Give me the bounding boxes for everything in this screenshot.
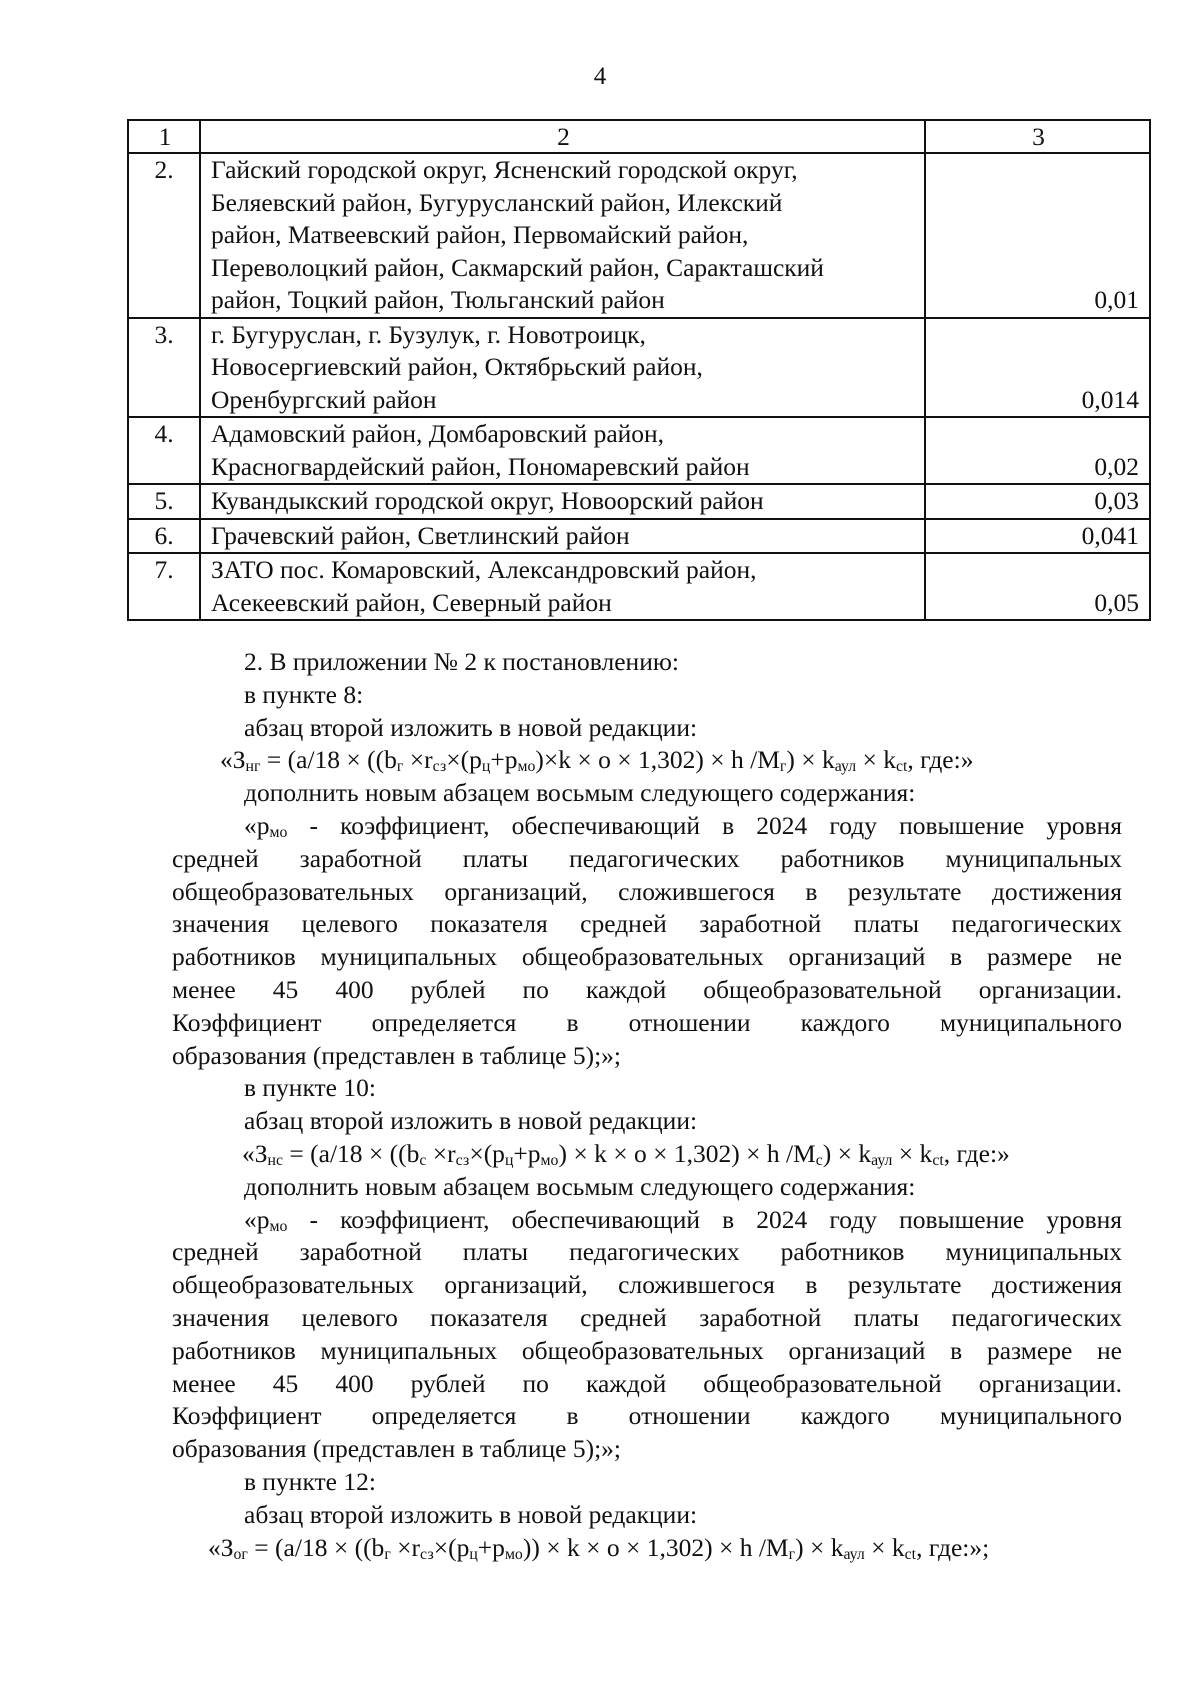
pmo-definition [172,1204,1122,1466]
pmo-line: образования (представлен в таблице 5);»; [172,1040,621,1070]
row-districts [200,153,925,318]
row-districts [200,417,925,484]
row-districts [200,553,925,620]
table-row [128,519,1150,554]
pmo-line: средней заработной платы педагогических работников муниципальных [172,843,1122,873]
row-coefficient: 0,03 [925,484,1150,519]
pmo-line: образования (представлен в таблице 5);»; [172,1434,621,1464]
district-line: район, Тоцкий район, Тюльганский район [211,285,665,314]
add-paragraph-instruction: дополнить новым абзацем восьмым следующего содержания: [244,1171,916,1201]
table-row [128,417,1150,484]
district-line: ЗАТО пос. Комаровский, Александровский район, [211,555,757,584]
district-line: Переволоцкий район, Сакмарский район, Саракташский [211,252,824,282]
row-districts [200,484,925,519]
pmo-definition [172,810,1122,1072]
formula-z-ng: «$З_{нг} = (a/18 \times ((b_г \times r_{сз}\times(p_ц+p_{мо})\times k \times o \times 1,302) \times h$ $/M_г) \times k_{аул} \times k_{ct}$, где:» [220,745,974,776]
pmo-line: общеобразовательных организаций, сложившегося в результате достижения [172,876,1122,906]
point-12-label: в пункте 12: [244,1466,376,1496]
row-coefficient: 0,041 [925,519,1150,554]
replace-paragraph-instruction: абзац второй изложить в новой редакции: [244,1106,698,1136]
table-header-row [128,120,1150,153]
item-2-heading: 2. В приложении № 2 к постановлению: [244,647,679,676]
row-coefficient: 0,01 [925,153,1150,318]
district-line: Новосергиевский район, Октябрьский район, [211,352,703,381]
row-number: 2. [128,153,200,318]
row-number: 6. [128,519,200,554]
table-row [128,153,1150,318]
add-paragraph-instruction: дополнить новым абзацем восьмым следующего содержания: [244,778,916,808]
point-8-label: в пункте 8: [244,679,364,709]
district-line: Кувандыкский городской округ, Новоорский район [211,486,764,515]
replace-paragraph-instruction: абзац второй изложить в новой редакции: [244,712,698,742]
row-districts [200,318,925,418]
table-row [128,318,1150,418]
pmo-line: менее 45 400 рублей по каждой общеобразовательной организации. [172,974,1122,1004]
table-header-cell: 2 [200,120,925,153]
table-header-cell: 1 [128,120,200,153]
formula-z-nc: «$З_{нс} = (a/18 \times ((b_с \times r_{сз}\times(p_ц+p_{мо}) \times k \times o \times 1,302) \times h$ $/M_с) \times k_{аул} \times k_{ct}$, где:» [242,1138,1010,1170]
district-line: Асекеевский район, Северный район [211,587,612,617]
row-number: 3. [128,318,200,418]
row-number: 5. [128,484,200,519]
district-line: Грачевский район, Светлинский район [211,520,630,550]
pmo-line: общеобразовательных организаций, сложившегося в результате достижения [172,1270,1122,1300]
page-number: 4 [593,63,607,90]
pmo-line: менее 45 400 рублей по каждой общеобразовательной организации. [172,1368,1122,1398]
row-number: 7. [128,553,200,620]
district-line: Беляевский район, Бугурусланский район, Илекский [211,187,783,217]
pmo-line: «$p_{мо}$ - коэффициент, обеспечивающий в 2024 году повышение уровня [244,1204,1122,1235]
district-line: район, Матвеевский район, Первомайский район, [211,220,749,249]
row-districts [200,519,925,554]
pmo-line: Коэффициент определяется в отношении каждого муниципального [172,1007,1122,1037]
district-line: Красногвардейский район, Пономаревский район [211,451,750,481]
coefficient-table [127,119,1151,621]
pmo-line: Коэффициент определяется в отношении каждого муниципального [172,1401,1122,1431]
table-header-cell: 3 [925,120,1150,153]
district-line: Гайский городской округ, Ясненский городской округ, [211,155,798,184]
row-coefficient: 0,014 [925,318,1150,418]
pmo-line: средней заработной платы педагогических работников муниципальных [172,1237,1122,1267]
point-10-label: в пункте 10: [244,1073,376,1103]
row-number: 4. [128,417,200,484]
table-row [128,553,1150,620]
district-line: Адамовский район, Домбаровский район, [211,419,665,448]
pmo-line: «$p_{мо}$ - коэффициент, обеспечивающий в 2024 году повышение уровня [244,810,1122,842]
district-line: Оренбургский район [211,384,437,414]
table-row [128,484,1150,519]
row-coefficient: 0,05 [925,553,1150,620]
formula-z-og: «$З_{ог} = (a/18 \times ((b_г \times r_{сз}\times(p_ц+p_{мо})) \times k \times o \times 1,302) \times h$ $/M_г) \times k_{аул} \times k_{ct}$, где:»; [208,1532,990,1563]
district-line: г. Бугуруслан, г. Бузулук, г. Новотроицк, [211,319,646,349]
row-coefficient: 0,02 [925,417,1150,484]
pmo-line: значения целевого показателя средней заработной платы педагогических [172,1302,1122,1332]
pmo-line: значения целевого показателя средней заработной платы педагогических [172,909,1122,939]
pmo-line: работников муниципальных общеобразовательных организаций в размере не [172,1335,1122,1365]
replace-paragraph-instruction: абзац второй изложить в новой редакции: [244,1499,698,1529]
pmo-line: работников муниципальных общеобразовательных организаций в размере не [172,942,1122,972]
amendment-text [172,646,1122,1564]
